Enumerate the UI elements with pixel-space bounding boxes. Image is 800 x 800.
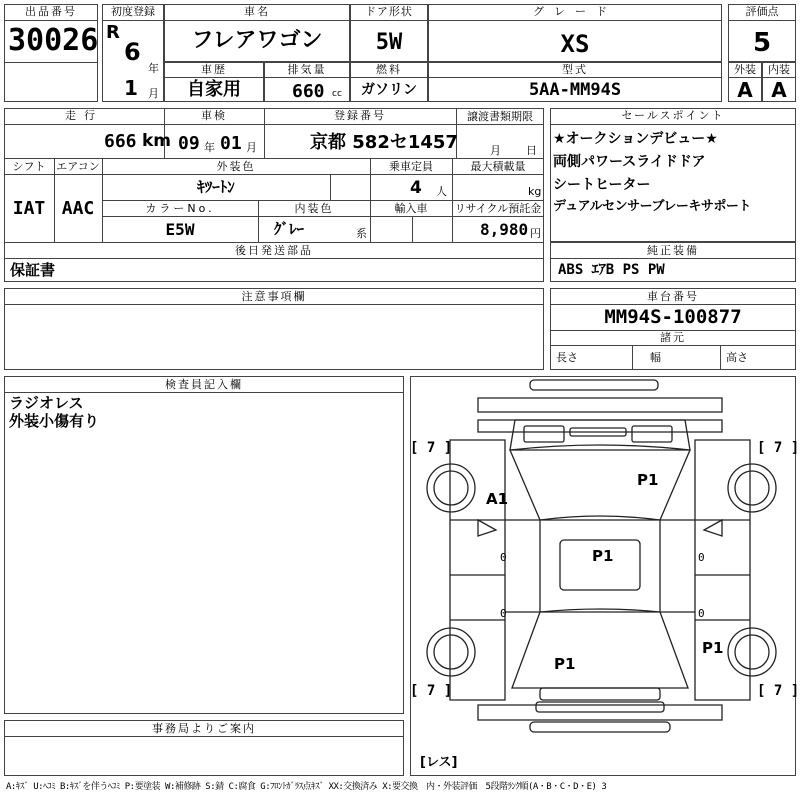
capacity-value: 4 — [410, 178, 422, 198]
first-reg-month: 1 — [124, 76, 138, 100]
first-reg-label: 初度登録 — [111, 5, 155, 18]
interior-color-value: ｸﾞﾚｰ — [274, 220, 305, 238]
inspection-label: 車検 — [201, 109, 227, 122]
transfer-docs-day: 日 — [526, 144, 537, 157]
zero-right-front: 0 — [698, 551, 705, 564]
capacity-unit: 人 — [436, 185, 447, 198]
interior-color-label: 内装色 — [294, 202, 334, 215]
sales-point-1: ★オークションデビュー★ — [553, 131, 718, 147]
specs-label: 諸元 — [660, 331, 686, 344]
notes-label: 注意事項欄 — [241, 290, 307, 303]
fuel-value: ガソリン — [361, 82, 417, 98]
damage-mark-roof: P1 — [592, 547, 614, 565]
aircon-value: AAC — [61, 198, 95, 219]
later-parts-value: 保証書 — [10, 261, 56, 279]
damage-mark-rear: P1 — [554, 655, 576, 673]
equipment-label: 純正装備 — [647, 244, 699, 257]
plate-value: 京都 582セ1457 — [310, 132, 458, 153]
color-no-label: カラーNo. — [145, 202, 215, 215]
spec-length-label: 長さ — [556, 351, 578, 364]
tire-rear-right: [ 7 ] — [757, 683, 800, 699]
inspection-year: 09 — [178, 133, 200, 154]
model-value: 5AA-MM94S — [528, 80, 622, 100]
capacity-label: 乗車定員 — [389, 160, 433, 173]
score-value: 5 — [752, 28, 772, 58]
mileage-value: 666 — [104, 131, 137, 152]
door-value: 5W — [375, 30, 403, 55]
damage-mark-roof-front: P1 — [637, 471, 659, 489]
interior-grade-label: 内装 — [768, 63, 790, 76]
displacement-unit: cc — [332, 89, 342, 99]
sales-point-2: 両側パワースライドドア — [553, 154, 706, 170]
lot-label: 出品番号 — [25, 5, 77, 18]
score-label: 評価点 — [745, 5, 779, 18]
door-label: ドア形状 — [365, 5, 413, 18]
sales-point-4: デュアルセンサーブレーキサポート — [553, 199, 751, 214]
spec-width-label: 幅 — [650, 351, 661, 364]
lot-number: 30026 — [8, 23, 99, 58]
inspector-label: 検査員記入欄 — [165, 378, 243, 391]
mileage-unit: km — [142, 131, 172, 151]
chassis-value: MM94S-100877 — [604, 306, 742, 328]
inspection-year-unit: 年 — [204, 141, 215, 154]
recycle-label: リサイクル預託金 — [454, 202, 542, 215]
exterior-color-label: 外装色 — [216, 160, 256, 173]
car-name-value: フレアワゴン — [191, 28, 323, 53]
displacement-label: 排気量 — [287, 63, 327, 76]
chassis-label: 車台番号 — [647, 290, 699, 303]
damage-mark-left-front: A1 — [486, 490, 509, 508]
office-label: 事務局よりご案内 — [152, 722, 256, 735]
max-load-unit: kg — [528, 185, 542, 198]
model-label: 型式 — [562, 63, 588, 76]
tire-rear-left: [ 7 ] — [410, 683, 453, 699]
damage-mark-right-rear: P1 — [702, 639, 724, 657]
legend-text: A:ｷｽﾞ U:ﾍｺﾐ B:ｷｽﾞを伴うﾍｺﾐ P:要塗装 W:補修跡 S:錆 C:腐食 G:ﾌﾛﾝﾄｶﾞﾗｽ点ｷｽﾞ XX:交換済み X:要交換 内・外装評価 5段階ﾗﾝｸ順(A・B・C・D・E) 3 — [6, 782, 607, 792]
inspection-month-unit: 月 — [246, 141, 257, 154]
transfer-docs-label: 譲渡書類期限 — [467, 110, 533, 123]
inspection-month: 01 — [220, 133, 242, 154]
max-load-label: 最大積載量 — [470, 160, 526, 173]
first-reg-year-unit: 年 — [148, 62, 159, 75]
inspector-line-2: 外装小傷有り — [9, 412, 100, 430]
interior-color-suffix: 系 — [356, 227, 367, 240]
transfer-docs-month: 月 — [490, 144, 501, 157]
sales-points-label: セールスポイント — [621, 109, 725, 122]
first-reg-era: R — [106, 22, 120, 43]
shift-label: シフト — [12, 160, 46, 173]
exterior-grade-label: 外装 — [734, 63, 756, 76]
displacement-value: 660 — [292, 81, 325, 102]
later-parts-label: 後日発送部品 — [235, 244, 313, 257]
history-label: 車歴 — [201, 63, 227, 76]
zero-left-rear: 0 — [500, 607, 507, 620]
exterior-color-value: ｷﾂｰﾄﾝ — [197, 178, 235, 196]
first-reg-year: 6 — [124, 38, 141, 66]
car-name-label: 車名 — [244, 5, 270, 18]
history-value: 自家用 — [187, 79, 241, 100]
recycle-value: 8,980 — [480, 220, 529, 239]
fuel-label: 燃料 — [376, 63, 402, 76]
mileage-label: 走行 — [65, 109, 103, 122]
first-reg-month-unit: 月 — [148, 87, 159, 100]
recycle-unit: 円 — [530, 227, 541, 240]
tire-front-right: [ 7 ] — [757, 440, 800, 456]
equipment-value: ABS ｴｱB PS PW — [558, 262, 665, 278]
shift-value: IAT — [12, 198, 46, 219]
sales-point-3: シートヒーター — [553, 177, 651, 193]
grade-label: グレード — [533, 5, 617, 18]
tire-front-left: [ 7 ] — [410, 440, 453, 456]
spec-height-label: 高さ — [726, 351, 748, 364]
inspector-line-1: ラジオレス — [9, 394, 84, 412]
zero-right-rear: 0 — [698, 607, 705, 620]
bottom-label: [レス] — [420, 755, 458, 770]
color-no-value: E5W — [165, 220, 195, 239]
grade-value: XS — [560, 30, 590, 58]
aircon-label: エアコン — [56, 160, 100, 173]
interior-grade-value: A — [771, 78, 787, 102]
import-label: 輸入車 — [394, 202, 428, 215]
plate-label: 登録番号 — [334, 109, 386, 122]
zero-left-front: 0 — [500, 551, 507, 564]
exterior-grade-value: A — [737, 78, 753, 102]
